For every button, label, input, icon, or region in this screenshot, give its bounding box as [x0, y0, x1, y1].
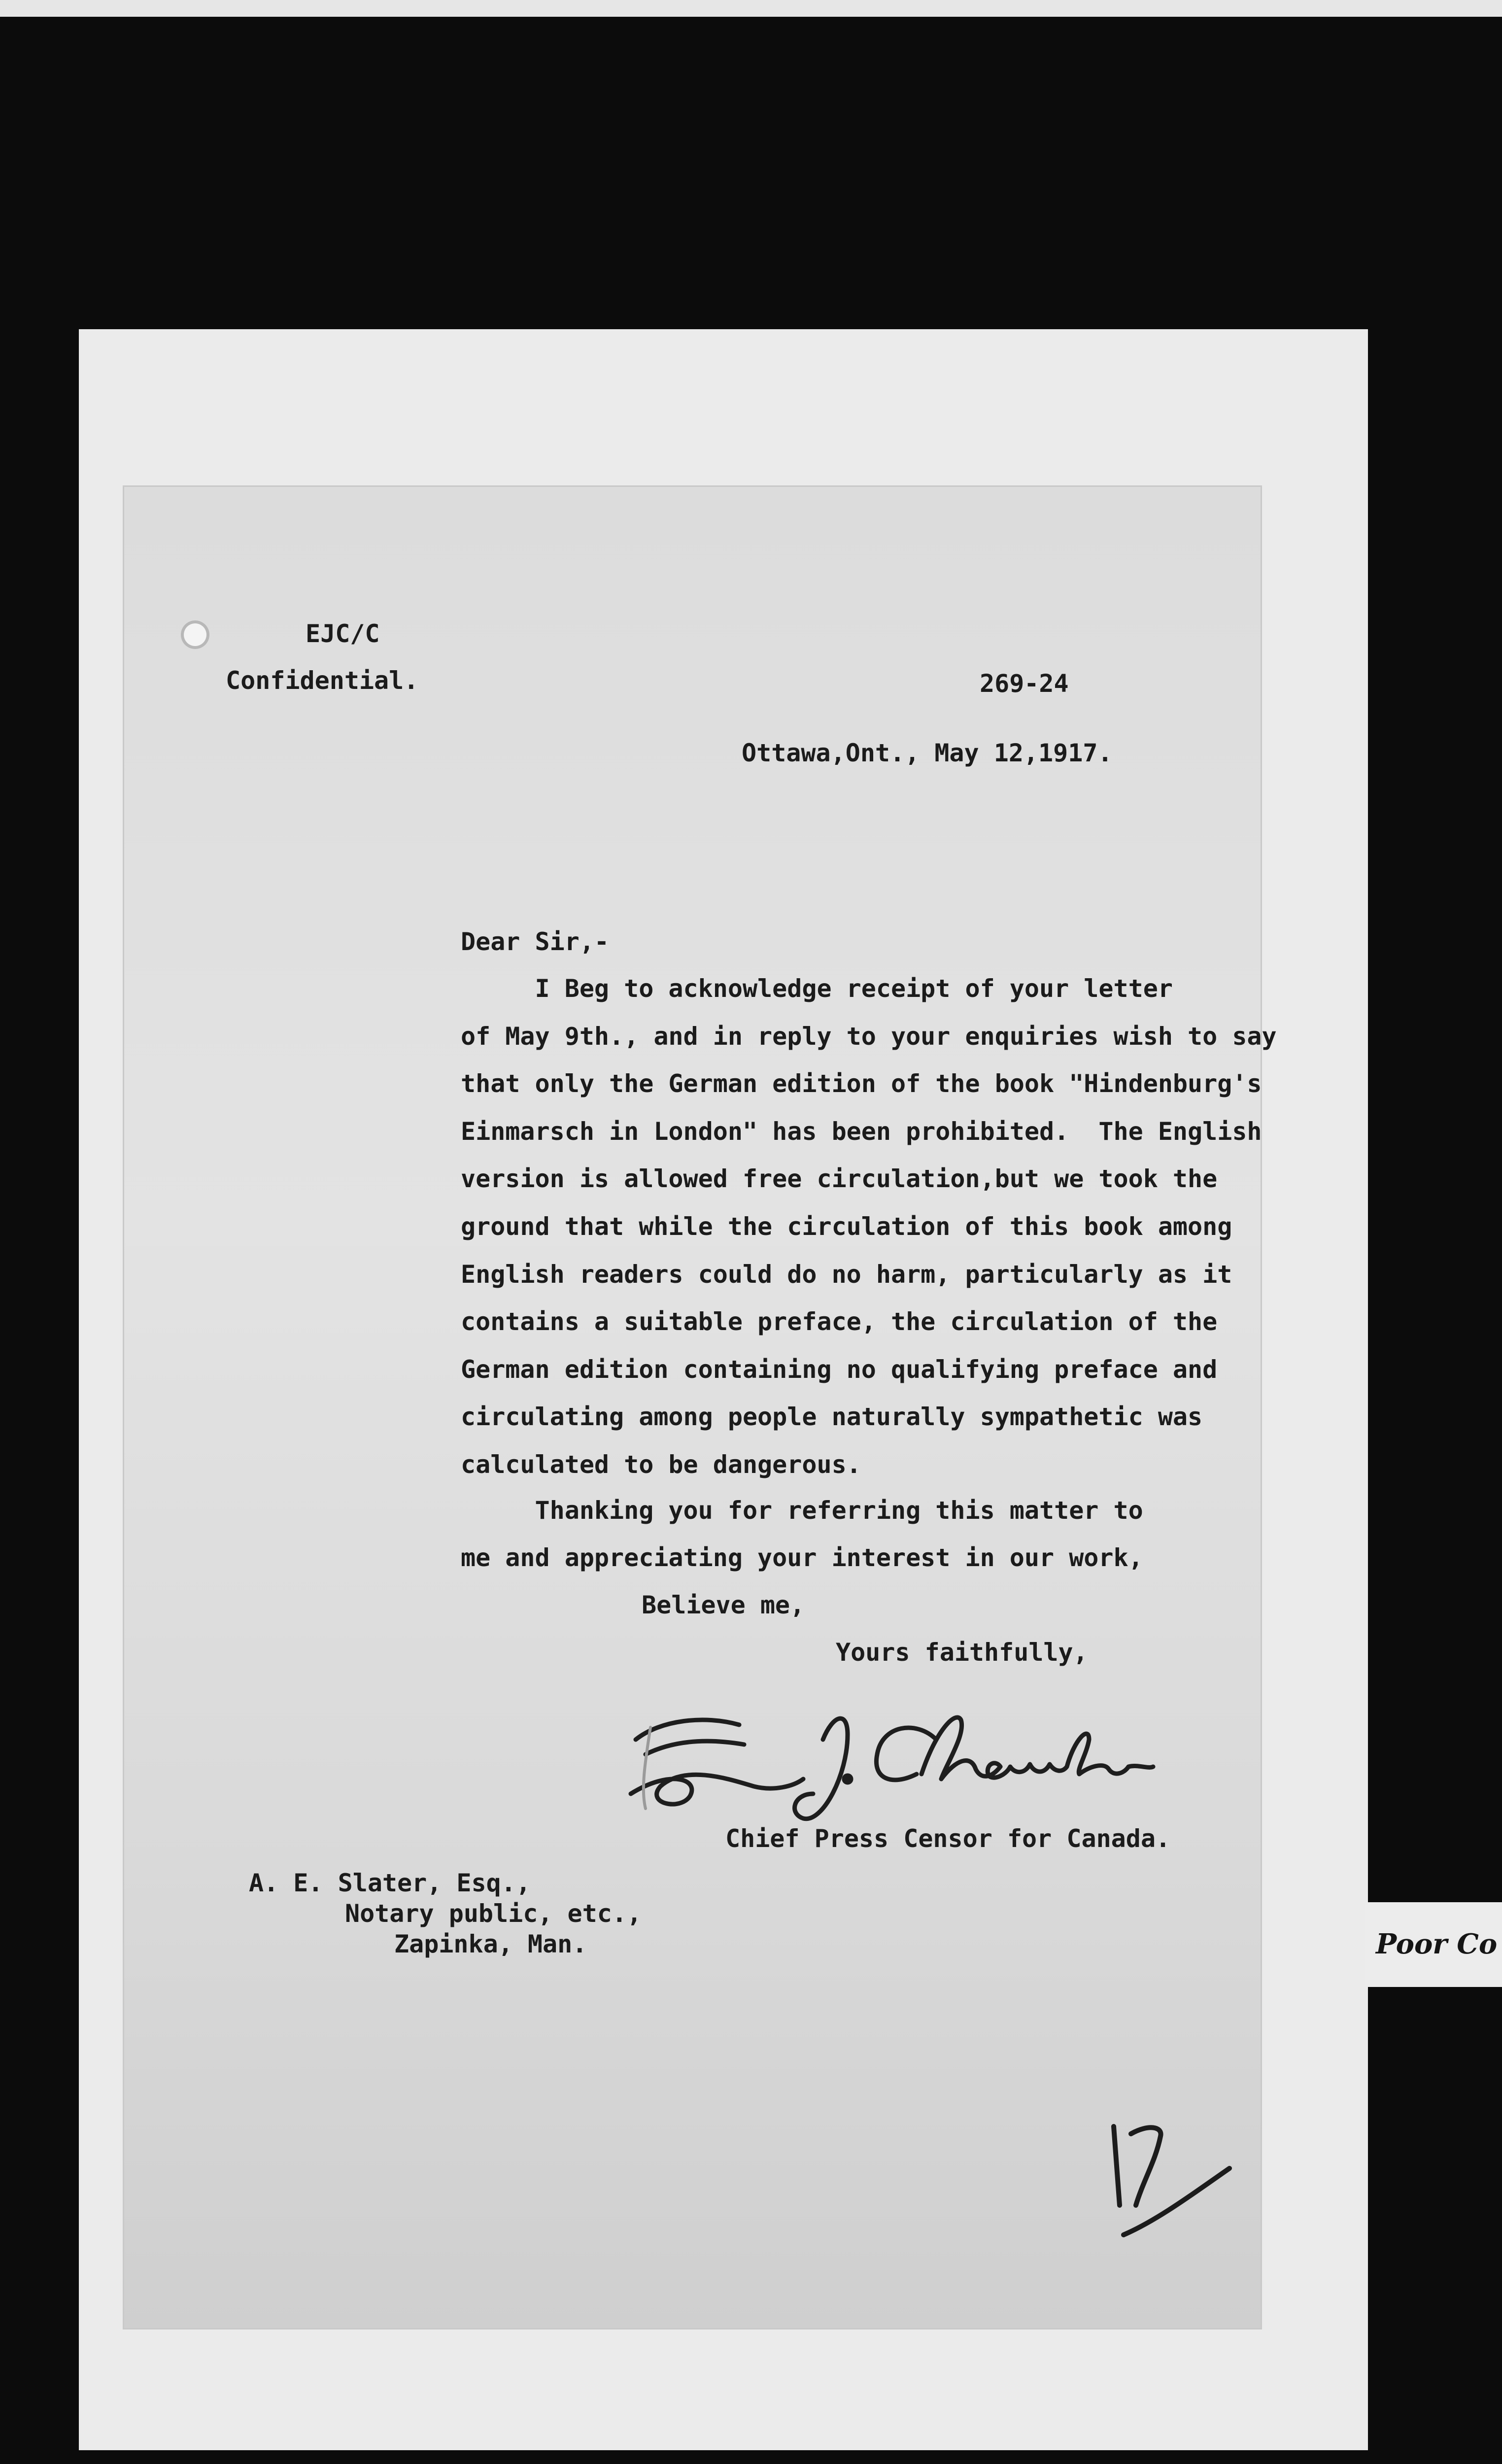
body-line: of May 9th., and in reply to your enquiries wish to say [461, 1022, 1277, 1051]
body-line: circulating among people naturally sympathetic was [461, 1403, 1203, 1431]
believe-me: Believe me, [642, 1591, 805, 1619]
addressee-line: Notary public, etc., [345, 1899, 642, 1928]
complimentary-close: Yours faithfully, [836, 1638, 1088, 1667]
body-line: English readers could do no harm, particularly as it [461, 1260, 1232, 1289]
punch-hole [184, 623, 206, 646]
handwritten-page-number [1104, 2107, 1242, 2255]
closing-line: me and appreciating your interest in our work, [461, 1543, 1143, 1572]
reference-code: EJC/C [306, 619, 380, 648]
margin-tab-text: Poor Co [1376, 1928, 1498, 1960]
body-line: version is allowed free circulation,but we took the [461, 1164, 1218, 1193]
body-line: that only the German edition of the book "Hindenburg's [461, 1069, 1262, 1098]
margin-tab [1365, 1902, 1502, 1987]
body-line: contains a suitable preface, the circulation of the [461, 1307, 1218, 1336]
confidential-label: Confidential. [226, 666, 419, 695]
film-edge-strip [0, 0, 1502, 17]
addressee-line: A. E. Slater, Esq., [249, 1869, 531, 1897]
handwritten-signature [616, 1680, 1178, 1828]
body-line: Einmarsch in London" has been prohibited. The English [461, 1117, 1262, 1146]
addressee-line: Zapinka, Man. [394, 1930, 587, 1958]
salutation: Dear Sir,- [461, 927, 610, 956]
body-line: ground that while the circulation of this book among [461, 1212, 1232, 1241]
body-line: I Beg to acknowledge receipt of your letter [461, 974, 1173, 1003]
file-number: 269-24 [980, 669, 1069, 698]
body-line: German edition containing no qualifying preface and [461, 1355, 1218, 1384]
body-line: calculated to be dangerous. [461, 1450, 861, 1479]
signatory-title: Chief Press Censor for Canada. [725, 1824, 1171, 1853]
place-date: Ottawa,Ont., May 12,1917. [742, 739, 1113, 767]
closing-line: Thanking you for referring this matter to [461, 1496, 1143, 1525]
